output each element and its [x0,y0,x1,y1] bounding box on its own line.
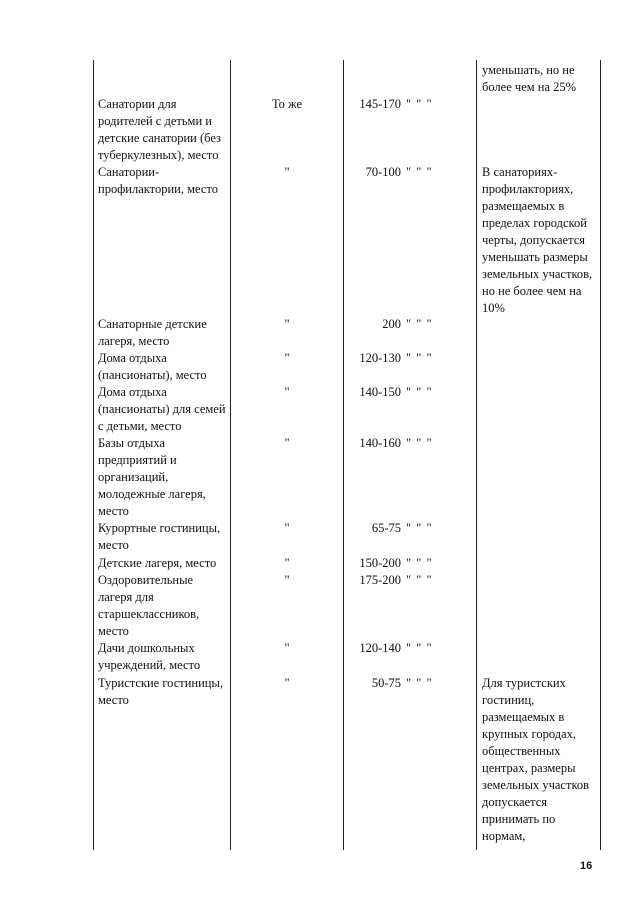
column-border [476,60,477,850]
value-cell: 140-160 [359,436,401,450]
facility-name: Курортные гостиницы, место [98,521,221,552]
unit-cell: " " " [406,573,433,587]
kind-cell: " [284,385,290,399]
value-cell: 120-130 [359,351,401,365]
facility-name: Дачи дошкольных учреждений, место [98,641,201,672]
kind-cell: " [284,317,290,331]
value-cell: 65-75 [371,521,401,535]
kind-cell: " [284,573,290,587]
facility-name: Санаторные детские лагеря, место [98,317,207,348]
value-cell: 70-100 [365,165,401,179]
kind-cell: То же [271,97,303,111]
kind-cell: " [284,521,290,535]
facility-name: Детские лагеря, место [98,556,217,570]
kind-cell: " [284,351,290,365]
note-cell: В санаториях-профилакториях, размещаемых в пределах городской черты, допускается уменьшать размеры земельных участков, но не более чем на 10% [482,165,593,315]
kind-cell: " [284,641,290,655]
facility-name: Оздоровительные лагеря для старшеклассников, место [98,573,200,638]
kind-cell: " [284,676,290,690]
unit-cell: " " " [406,97,433,111]
column-border [343,60,344,850]
column-border [93,60,94,850]
note-cell: Для туристских гостиниц, размещаемых в крупных городах, общественных центрах, размеры земельных участков допускается принимать по нормам, [482,676,590,843]
facility-name: Санатории для родителей с детьми и детские санатории (без туберкулезных), место [98,97,221,162]
unit-cell: " " " [406,351,433,365]
value-cell: 50-75 [371,676,401,690]
kind-cell: " [284,165,290,179]
value-cell: 145-170 [359,97,401,111]
unit-cell: " " " [406,556,433,570]
unit-cell: " " " [406,165,433,179]
facility-name: Базы отдыха предприятий и организаций, молодежные лагеря, место [98,436,206,518]
facility-name: Санатории-профилактории, место [98,165,218,196]
column-border [230,60,231,850]
unit-cell: " " " [406,641,433,655]
value-cell: 140-150 [359,385,401,399]
facility-name: Дома отдыха (пансионаты) для семей с детьми, место [98,385,226,433]
unit-cell: " " " [406,385,433,399]
note-cell: уменьшать, но не более чем на 25% [482,63,577,94]
unit-cell: " " " [406,676,433,690]
facility-name: Туристские гостиницы, место [98,676,224,707]
column-border [600,60,601,850]
value-cell: 175-200 [359,573,401,587]
kind-cell: " [284,436,290,450]
unit-cell: " " " [406,436,433,450]
value-cell: 150-200 [359,556,401,570]
unit-cell: " " " [406,317,433,331]
facility-name: Дома отдыха (пансионаты), место [98,351,207,382]
kind-cell: " [284,556,290,570]
unit-cell: " " " [406,521,433,535]
page-number: 16 [580,860,593,872]
value-cell: 200 [382,317,401,331]
value-cell: 120-140 [359,641,401,655]
